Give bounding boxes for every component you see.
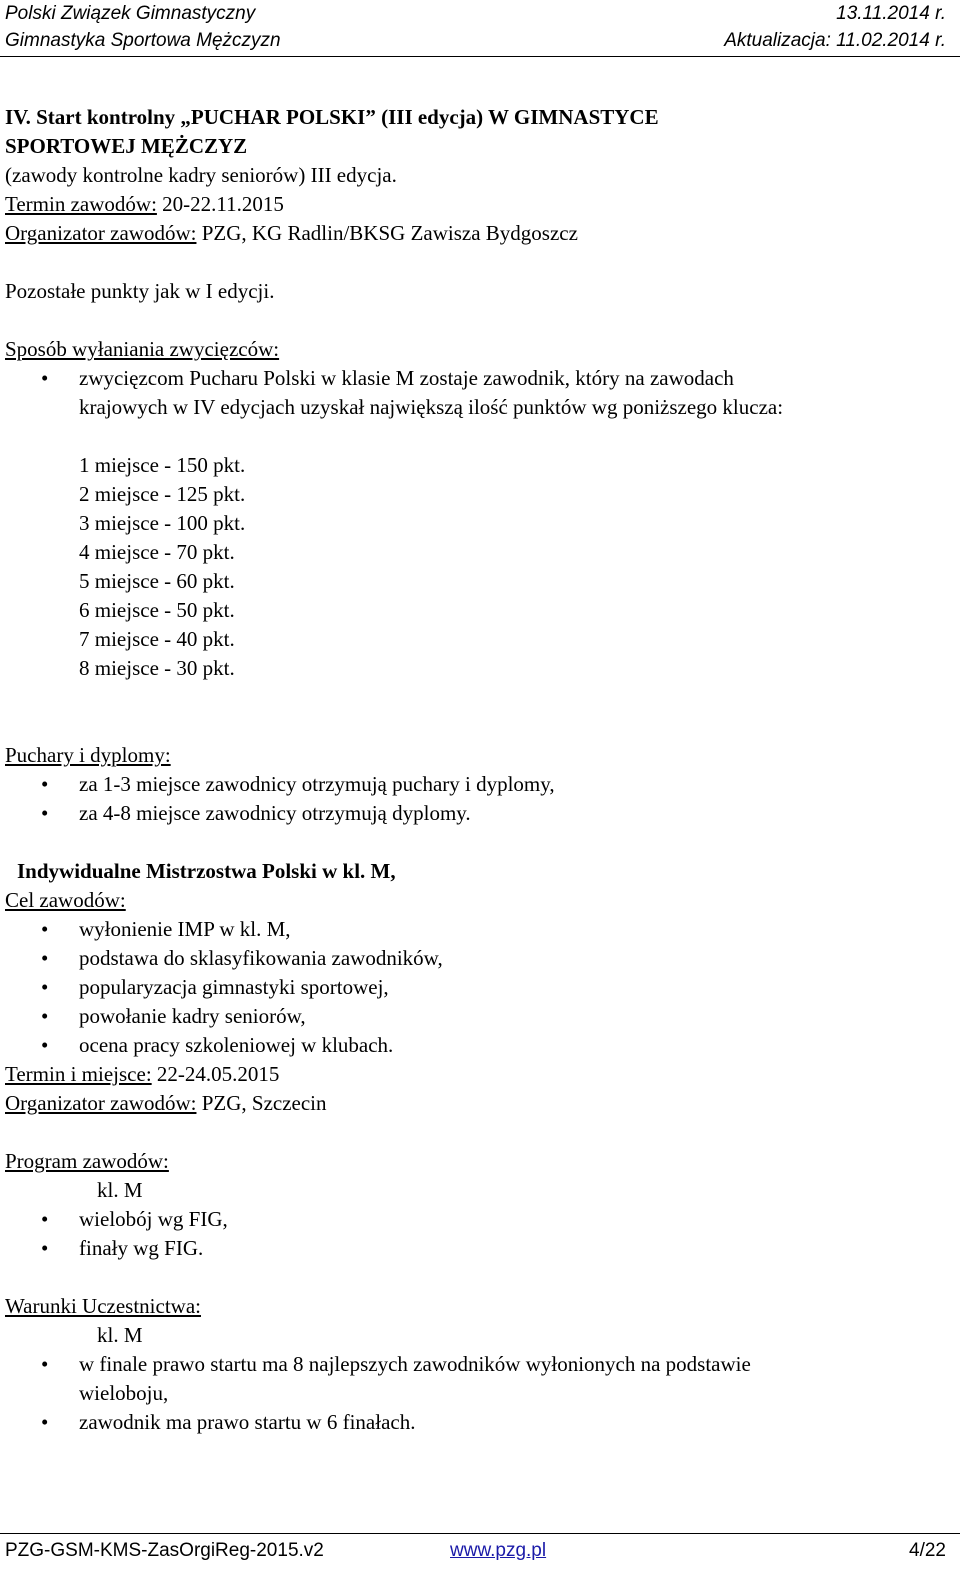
list-item: • finały wg FIG. — [5, 1234, 950, 1263]
list-item: • podstawa do sklasyfikowania zawodników, — [5, 944, 950, 973]
bullet-icon: • — [41, 1004, 49, 1028]
page-footer — [5, 1539, 946, 1563]
key-item: 8 miejsce - 30 pkt. — [79, 656, 235, 680]
organizer-row — [5, 219, 950, 248]
points-key — [5, 451, 950, 683]
imp-termin-label: Termin i miejsce: — [5, 1062, 152, 1086]
imp-organizer-row — [5, 1089, 950, 1118]
bullet-icon: • — [41, 975, 49, 999]
list-item: • popularyzacja gimnastyki sportowej, — [5, 973, 950, 1002]
imp-title: Indywidualne Mistrzostwa Polski w kl. M, — [17, 859, 396, 883]
program-list — [5, 1205, 950, 1263]
section-title-line2: SPORTOWEJ MĘŻCZYZ — [5, 134, 248, 158]
header-update: Aktualizacja: 11.02.2014 r. — [724, 30, 946, 51]
conditions-class: kl. M — [97, 1323, 143, 1347]
winner-label: Sposób wyłaniania zwycięzców: — [5, 337, 280, 361]
bullet-icon: • — [41, 946, 49, 970]
imp-organizer-label: Organizator zawodów: — [5, 1091, 197, 1115]
organizer-label: Organizator zawodów: — [5, 221, 197, 245]
header-org: Polski Związek Gimnastyczny — [5, 3, 256, 24]
bullet-icon: • — [41, 366, 49, 390]
key-item: 7 miejsce - 40 pkt. — [79, 627, 235, 651]
key-item: 1 miejsce - 150 pkt. — [79, 453, 246, 477]
footer-link[interactable]: www.pzg.pl — [450, 1540, 547, 1561]
termin-label: Termin zawodów: — [5, 192, 157, 216]
bullet-icon: • — [41, 1352, 49, 1376]
header-date: 13.11.2014 r. — [836, 3, 946, 24]
key-item: 6 miejsce - 50 pkt. — [79, 598, 235, 622]
termin-value: 20-22.11.2015 — [156, 192, 284, 216]
other-points: Pozostałe punkty jak w I edycji. — [5, 279, 275, 303]
organizer-value: PZG, KG Radlin/BKSG Zawisza Bydgoszcz — [196, 221, 578, 245]
winner-list — [5, 364, 950, 422]
trophies-list — [5, 770, 950, 828]
list-item: • ocena pracy szkoleniowej w klubach. — [5, 1031, 950, 1060]
bullet-icon: • — [41, 1236, 49, 1260]
program-class: kl. M — [97, 1178, 143, 1202]
footer-docid: PZG-GSM-KMS-ZasOrgiReg-2015.v2 — [5, 1540, 324, 1561]
bullet-icon: • — [41, 1033, 49, 1057]
trophies-label: Puchary i dyplomy: — [5, 743, 171, 767]
key-item: 4 miejsce - 70 pkt. — [79, 540, 235, 564]
list-item: • powołanie kadry seniorów, — [5, 1002, 950, 1031]
goals-list — [5, 915, 950, 1060]
section-title-line1: IV. Start kontrolny „PUCHAR POLSKI” (III edycja) W GIMNASTYCE — [5, 105, 659, 129]
termin-row — [5, 190, 950, 219]
key-item: 2 miejsce - 125 pkt. — [79, 482, 246, 506]
imp-organizer-value: PZG, Szczecin — [196, 1091, 327, 1115]
conditions-label: Warunki Uczestnictwa: — [5, 1294, 201, 1318]
program-label: Program zawodów: — [5, 1149, 169, 1173]
section-subtitle: (zawody kontrolne kadry seniorów) III edycja. — [5, 163, 397, 187]
list-item: • wielobój wg FIG, — [5, 1205, 950, 1234]
footer-divider — [0, 1533, 960, 1534]
goal-label: Cel zawodów: — [5, 888, 126, 912]
footer-page-number: 4/22 — [909, 1540, 946, 1561]
imp-termin-row — [5, 1060, 950, 1089]
winner-line2: krajowych w IV edycjach uzyskał największą ilość punktów wg poniższego klucza: — [79, 395, 784, 419]
imp-termin-value: 22-24.05.2015 — [151, 1062, 280, 1086]
key-item: 3 miejsce - 100 pkt. — [79, 511, 246, 535]
list-item — [5, 364, 950, 422]
header-divider — [0, 56, 960, 57]
bullet-icon: • — [41, 1410, 49, 1434]
bullet-icon: • — [41, 801, 49, 825]
bullet-icon: • — [41, 772, 49, 796]
list-item: • wyłonienie IMP w kl. M, — [5, 915, 950, 944]
page-header — [5, 0, 946, 54]
header-discipline: Gimnastyka Sportowa Mężczyzn — [5, 30, 281, 51]
list-item: • zawodnik ma prawo startu w 6 finałach. — [5, 1408, 950, 1437]
list-item: • za 1-3 miejsce zawodnicy otrzymują puchary i dyplomy, — [5, 770, 950, 799]
winner-line1: zwycięzcom Pucharu Polski w klasie M zostaje zawodnik, który na zawodach — [79, 366, 734, 390]
bullet-icon: • — [41, 917, 49, 941]
conditions-list — [5, 1350, 950, 1437]
bullet-icon: • — [41, 1207, 49, 1231]
key-item: 5 miejsce - 60 pkt. — [79, 569, 235, 593]
document-body — [5, 103, 950, 1437]
list-item: • za 4-8 miejsce zawodnicy otrzymują dyplomy. — [5, 799, 950, 828]
list-item: • w finale prawo startu ma 8 najlepszych zawodników wyłonionych na podstawie wieloboju, — [41, 1352, 751, 1405]
